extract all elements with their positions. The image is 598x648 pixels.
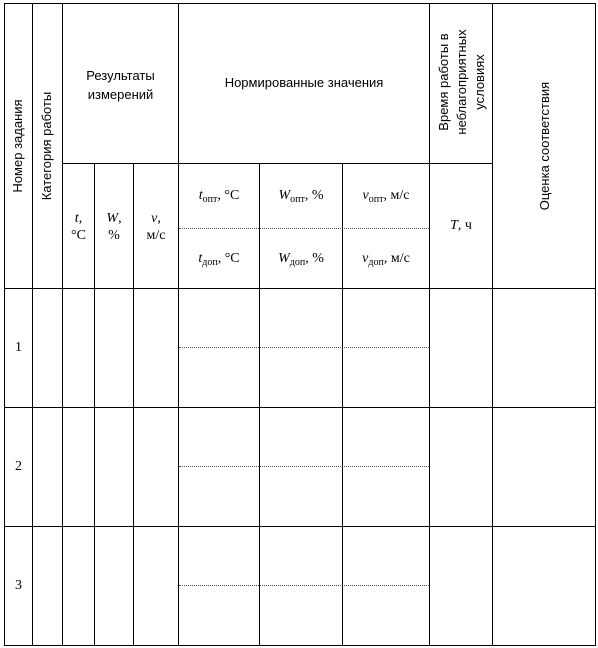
- col-divider: [178, 3, 179, 646]
- col-divider: [492, 3, 493, 646]
- measured-humidity-header: W, %: [106, 211, 122, 243]
- row-number: 3: [15, 578, 22, 593]
- col-divider: [259, 163, 260, 646]
- dotted-separator: [179, 228, 429, 229]
- t-dop-header: $t_{доп}$, °C: [198, 251, 240, 268]
- measured-temperature-header: t, °C: [71, 211, 86, 243]
- row-number: 1: [15, 340, 22, 355]
- v-dop-header: $v_{доп}$, м/с: [362, 251, 410, 268]
- header-normalized-values: Нормированные значения: [224, 75, 384, 90]
- header-measurement-results: Результаты измерений: [86, 68, 155, 102]
- row-number: 2: [15, 459, 22, 474]
- measured-air-speed-header: v, м/с: [146, 211, 166, 243]
- row-divider: [4, 526, 596, 527]
- table-border-left: [4, 3, 5, 646]
- dotted-separator: [179, 585, 429, 586]
- col-divider: [32, 3, 33, 646]
- header-work-category: Категория работы: [39, 91, 54, 201]
- w-dop-header: $W_{доп}$, %: [278, 251, 324, 268]
- table-border-right: [595, 3, 596, 646]
- header-bottom-line: [4, 288, 596, 289]
- header-task-number: Номер задания: [10, 99, 25, 193]
- v-opt-header: $v_{опт}$, м/с: [362, 188, 410, 205]
- dotted-separator: [179, 466, 429, 467]
- header-work-time-line: неблагоприятных: [454, 29, 469, 135]
- dotted-separator: [179, 347, 429, 348]
- row-divider: [4, 407, 596, 408]
- table-border-top: [4, 3, 596, 4]
- header-work-time-line: условиях: [472, 54, 487, 110]
- t-opt-header: $t_{опт}$, °C: [198, 188, 240, 205]
- time-header: T, ч: [450, 218, 472, 233]
- col-divider: [342, 163, 343, 646]
- col-divider: [429, 3, 430, 646]
- table-border-bottom: [4, 645, 596, 646]
- w-opt-header: $W_{опт}$, %: [278, 188, 324, 205]
- header-work-time-line: Время работы в: [436, 33, 451, 131]
- header-compliance: Оценка соответствия: [537, 81, 552, 211]
